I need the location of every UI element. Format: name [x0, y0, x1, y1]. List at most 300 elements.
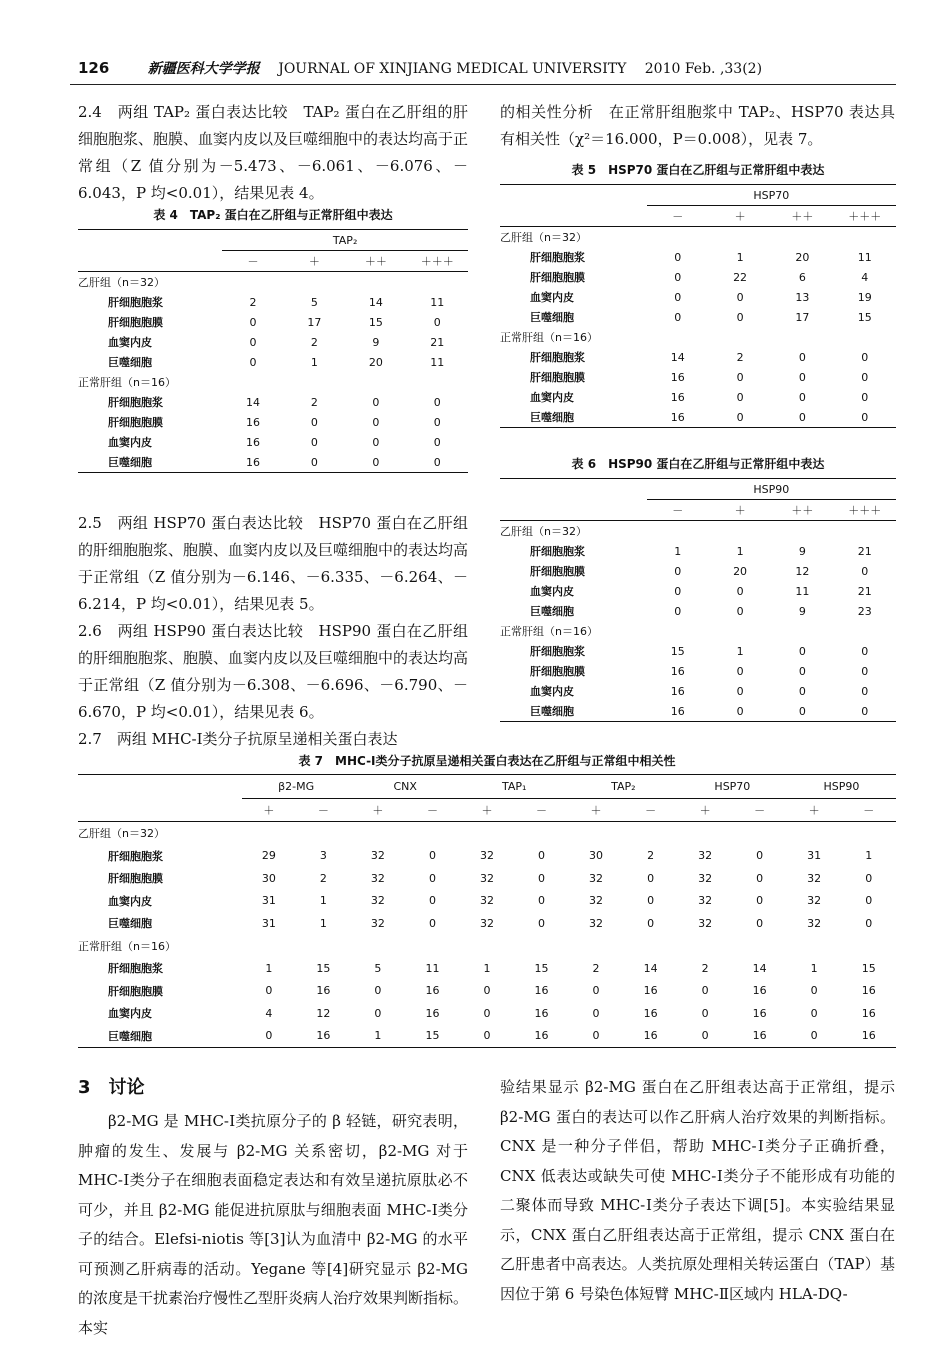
table-cell: 0 — [538, 916, 546, 930]
table-cell: 2 — [647, 849, 655, 863]
column-header: － — [647, 500, 709, 521]
table-5 — [500, 161, 896, 428]
table-cell: 0 — [428, 894, 436, 908]
table-cell: 16 — [514, 1025, 569, 1048]
table-cell: 5 — [374, 961, 382, 975]
table-cell: 32 — [698, 894, 713, 908]
table-cell: 21 — [430, 335, 445, 349]
table-cell: 0 — [538, 894, 546, 908]
column-header: － — [647, 206, 709, 227]
table-7-grid — [78, 774, 896, 1048]
table-row — [78, 890, 896, 913]
table-cell: 22 — [733, 270, 748, 284]
table-cell: 5 — [310, 295, 318, 309]
table-subheader-row — [500, 206, 896, 227]
table-cell: 0 — [861, 390, 869, 404]
table-cell: 21 — [857, 584, 872, 598]
table-cell: 32 — [589, 871, 604, 885]
row-label: 巨噬细胞 — [500, 701, 647, 722]
table-cell: 0 — [592, 1006, 600, 1020]
discussion-left — [78, 1073, 468, 1343]
table-cell: 0 — [674, 310, 682, 324]
table-cell: 1 — [674, 544, 682, 558]
table-6 — [500, 455, 896, 722]
column-header: ＋＋ — [771, 206, 833, 227]
table-cell: 1 — [736, 644, 744, 658]
row-label: 血窦内皮 — [108, 1007, 152, 1021]
table-cell: 0 — [756, 849, 764, 863]
table-cell: 0 — [771, 407, 833, 428]
table-cell: 0 — [374, 984, 382, 998]
table-cell: 0 — [736, 664, 744, 678]
column-header: ＋ — [709, 500, 771, 521]
table-cell: 15 — [316, 961, 331, 975]
table-cell: 0 — [242, 1025, 297, 1048]
table-cell: 14 — [670, 350, 685, 364]
table-5-caption: 表 5 HSP70 蛋白在乙肝组与正常肝组中表达 — [571, 163, 825, 177]
page-number: 126 — [78, 59, 110, 77]
running-header — [78, 58, 878, 78]
table-cell: 1 — [265, 961, 273, 975]
table-cell: 16 — [752, 984, 767, 998]
table-cell: 0 — [345, 452, 406, 473]
table-row — [78, 392, 468, 412]
row-label: 巨噬细胞 — [530, 605, 574, 618]
table-cell: 0 — [798, 684, 806, 698]
table-cell: 0 — [249, 355, 257, 369]
table-cell: 0 — [592, 984, 600, 998]
table-cell: 15 — [857, 310, 872, 324]
table-cell: 0 — [865, 894, 873, 908]
table-7-caption: 表 7 MHC-Ⅰ类分子抗原呈递相关蛋白表达在乙肝组与正常组中相关性 — [298, 754, 676, 768]
table-cell: 32 — [370, 849, 385, 863]
table-cell: 1 — [310, 355, 318, 369]
row-label: 肝细胞胞膜 — [530, 665, 585, 678]
row-label: 巨噬细胞 — [108, 917, 152, 931]
table-cell: 0 — [736, 370, 744, 384]
column-header: ＋ — [569, 798, 624, 822]
group-label: 正常肝组（n＝16） — [500, 625, 598, 638]
table-cell: 1 — [865, 849, 873, 863]
table-cell: 0 — [372, 415, 380, 429]
table-row — [500, 347, 896, 367]
header-blank — [500, 500, 647, 521]
table-cell: 31 — [261, 916, 276, 930]
section-2-4: 2.4 两组 TAP₂ 蛋白表达比较 TAP₂ 蛋白在乙肝组的肝细胞胞浆、胞膜、血窦内皮以及巨噬细胞中的表达均高于正常组（Z 值分别为－5.473、－6.061、－6.076、－6.043，P 均<0.01），结果见表 4。 — [78, 103, 469, 202]
row-label: 肝细胞胞膜 — [108, 872, 163, 886]
table-cell: 0 — [861, 684, 869, 698]
table-cell: 1 — [351, 1025, 406, 1048]
table-cell: 12 — [316, 1006, 331, 1020]
table-cell: 2 — [310, 395, 318, 409]
table-cell: 16 — [534, 984, 549, 998]
table-cell: 0 — [647, 871, 655, 885]
table-cell: 31 — [261, 894, 276, 908]
table-cell: 0 — [428, 916, 436, 930]
group-label: 正常肝组（n＝16） — [500, 331, 598, 344]
table-cell: 0 — [865, 871, 873, 885]
group-label: 正常肝组（n＝16） — [78, 376, 176, 389]
table-cell: 0 — [701, 984, 709, 998]
table-cell: 11 — [425, 961, 440, 975]
table-cell: 15 — [368, 315, 383, 329]
table-cell: 14 — [246, 395, 260, 409]
table-cell: 0 — [756, 916, 764, 930]
table-row — [500, 701, 896, 722]
table-cell: 11 — [430, 295, 445, 309]
journal-title-en: JOURNAL OF XINJIANG MEDICAL UNIVERSITY — [278, 61, 627, 77]
journal-title-cn: 新疆医科大学学报 — [147, 61, 260, 77]
table-cell: 0 — [736, 604, 744, 618]
table-cell: 16 — [670, 390, 685, 404]
table-cell: 0 — [674, 584, 682, 598]
column-header: － — [222, 251, 283, 272]
row-label: 肝细胞胞浆 — [108, 962, 163, 976]
group-header: β2-MG — [242, 775, 351, 799]
table-cell: 17 — [795, 310, 810, 324]
header-blank — [500, 206, 647, 227]
table-cell: 11 — [795, 584, 810, 598]
table-cell: 29 — [261, 849, 276, 863]
section-2-5: 2.5 两组 HSP70 蛋白表达比较 HSP70 蛋白在乙肝组的肝细胞胞浆、胞膜、血窦内皮以及巨噬细胞中的表达均高于正常组（Z 值分别为－6.146、－6.335、－6.264、－6.214，P 均<0.01），结果见表 5。 — [78, 514, 469, 613]
table-cell: 1 — [319, 916, 327, 930]
row-label: 血窦内皮 — [530, 291, 574, 304]
table-row — [78, 867, 896, 890]
column-header: ＋ — [678, 798, 733, 822]
table-cell: 0 — [372, 395, 380, 409]
table-cell: 0 — [861, 350, 869, 364]
table-cell: 0 — [433, 315, 441, 329]
table-cell: 0 — [310, 415, 318, 429]
table-cell: 32 — [589, 894, 604, 908]
table-row — [78, 332, 468, 352]
header-blank — [78, 798, 242, 822]
row-label: 肝细胞胞膜 — [530, 371, 585, 384]
section-2-6: 2.6 两组 HSP90 蛋白表达比较 HSP90 蛋白在乙肝组的肝细胞胞浆、胞膜、血窦内皮以及巨噬细胞中的表达均高于正常组（Z 值分别为－6.308、－6.696、－6.790、－6.670，P 均<0.01），结果见表 6。 — [78, 622, 469, 721]
table-cell: 0 — [674, 270, 682, 284]
table-cell: 0 — [460, 1025, 515, 1048]
column-header: － — [514, 798, 569, 822]
table-cell: 16 — [316, 984, 331, 998]
table-cell: 16 — [246, 435, 260, 449]
table-cell: 0 — [433, 395, 441, 409]
column-header: ＋＋ — [345, 251, 406, 272]
table-cell: 2 — [319, 871, 327, 885]
column-header: ＋ — [351, 798, 406, 822]
table-cell: 32 — [589, 916, 604, 930]
table-row — [500, 561, 896, 581]
table-cell: 0 — [798, 664, 806, 678]
left-column-middle — [78, 510, 468, 753]
table-row — [78, 957, 896, 980]
table-cell: 0 — [674, 604, 682, 618]
group-row — [78, 935, 896, 958]
table-cell: 0 — [678, 1025, 733, 1048]
group-header: CNX — [351, 775, 460, 799]
table-cell: 1 — [736, 544, 744, 558]
row-label: 巨噬细胞 — [530, 311, 574, 324]
table-cell: 0 — [674, 564, 682, 578]
table-cell: 4 — [265, 1006, 273, 1020]
row-label: 巨噬细胞 — [78, 452, 222, 473]
row-label: 肝细胞胞浆 — [108, 296, 163, 309]
table-cell: 0 — [709, 407, 771, 428]
table-cell: 2 — [736, 350, 744, 364]
table-cell: 0 — [861, 664, 869, 678]
table-cell: 12 — [795, 564, 810, 578]
column-header: ＋ — [242, 798, 297, 822]
table-cell: 0 — [483, 984, 491, 998]
table-subheader-row — [78, 798, 896, 822]
column-header: － — [841, 798, 896, 822]
table-cell: 16 — [841, 1025, 896, 1048]
table-cell: 15 — [670, 644, 685, 658]
row-label: 血窦内皮 — [108, 894, 152, 908]
group-row — [500, 227, 896, 248]
column-header: － — [405, 798, 460, 822]
section-2-7-continued: 的相关性分析 在正常肝组胞浆中 TAP₂、HSP70 表达具有相关性（χ²＝16.000，P＝0.008），见表 7。 — [500, 103, 895, 148]
right-column-top — [500, 99, 895, 153]
table-cell: 32 — [698, 849, 713, 863]
table-cell: 0 — [736, 684, 744, 698]
table-cell: 16 — [647, 407, 709, 428]
table-cell: 32 — [807, 916, 822, 930]
table-6-caption: 表 6 HSP90 蛋白在乙肝组与正常肝组中表达 — [571, 457, 825, 471]
table-cell: 0 — [433, 435, 441, 449]
table-row — [500, 681, 896, 701]
header-blank — [500, 479, 647, 500]
table-cell: 0 — [249, 315, 257, 329]
table-row — [78, 412, 468, 432]
table-cell: 0 — [709, 701, 771, 722]
table-cell: 0 — [428, 871, 436, 885]
discussion-left-text: β2-MG 是 MHC-Ⅰ类抗原分子的 β 轻链，研究表明，肿瘤的发生、发展与 β2-MG 关系密切，β2-MG 对于 MHC-Ⅰ类分子在细胞表面稳定表达和有效呈递抗原肽必不可少，并且 β2-MG 能促进抗原肽与细胞表面 MHC-Ⅰ类分子的结合。Elefsi-niotis 等[3]认为血清中 β2-MG 的水平可预测乙肝病毒的活动。Yegane 等[4]研究显示 β2-MG 的浓度是干扰素治疗慢性乙型肝炎病人治疗效果判断指标。本实 — [78, 1112, 469, 1337]
table-cell: 0 — [674, 290, 682, 304]
table-row — [500, 267, 896, 287]
row-label: 肝细胞胞膜 — [108, 316, 163, 329]
table-header-row — [500, 479, 896, 500]
table-cell: 0 — [483, 1006, 491, 1020]
group-label: 乙肝组（n＝32） — [500, 231, 587, 244]
table-cell: 0 — [861, 644, 869, 658]
table-cell: 3 — [319, 849, 327, 863]
group-row — [500, 521, 896, 542]
table-cell: 16 — [425, 1006, 440, 1020]
table-cell: 0 — [538, 849, 546, 863]
discussion-right — [500, 1073, 895, 1309]
table-cell: 6 — [798, 270, 806, 284]
group-row — [78, 372, 468, 392]
column-header: ＋ — [460, 798, 515, 822]
table-row — [78, 352, 468, 372]
table-cell: 16 — [752, 1006, 767, 1020]
group-header: HSP90 — [787, 775, 896, 799]
table-cell: 2 — [310, 335, 318, 349]
table-cell: 0 — [834, 407, 896, 428]
table-cell: 11 — [430, 355, 445, 369]
table-row — [78, 845, 896, 868]
table-row — [500, 367, 896, 387]
table-cell: 16 — [861, 1006, 876, 1020]
table-row — [78, 980, 896, 1003]
table-cell: 0 — [810, 984, 818, 998]
table-cell: 0 — [249, 335, 257, 349]
table-cell: 32 — [698, 916, 713, 930]
table-row — [500, 247, 896, 267]
column-header: ＋ — [284, 251, 345, 272]
table-5-grid — [500, 184, 896, 428]
table-cell: 11 — [857, 250, 872, 264]
table-cell: 20 — [733, 564, 748, 578]
header-blank — [78, 775, 242, 799]
table-row — [500, 541, 896, 561]
table-4-caption: 表 4 TAP₂ 蛋白在乙肝组与正常肝组中表达 — [153, 208, 393, 222]
table-cell: 0 — [428, 849, 436, 863]
table-cell: 0 — [798, 390, 806, 404]
table-cell: 0 — [736, 290, 744, 304]
table-cell: 0 — [265, 984, 273, 998]
table-cell: 16 — [623, 1025, 678, 1048]
row-label: 巨噬细胞 — [108, 356, 152, 369]
table-cell: 0 — [374, 1006, 382, 1020]
table-subheader-row — [78, 251, 468, 272]
row-label: 肝细胞胞膜 — [108, 984, 163, 998]
table-cell: 0 — [538, 871, 546, 885]
row-label: 血窦内皮 — [108, 336, 152, 349]
table-cell: 16 — [670, 664, 685, 678]
table-cell: 0 — [736, 310, 744, 324]
table-header-row — [78, 775, 896, 799]
table-cell: 0 — [736, 584, 744, 598]
table-cell: 19 — [857, 290, 872, 304]
table-cell: 0 — [865, 916, 873, 930]
row-label: 血窦内皮 — [530, 685, 574, 698]
discussion-right-text: 验结果显示 β2-MG 蛋白在乙肝组表达高于正常组，提示 β2-MG 蛋白的表达可以作乙肝病人治疗效果的判断指标。CNX 是一种分子伴侣，帮助 MHC-Ⅰ类分子正确折叠，CNX 低表达或缺失可使 MHC-Ⅰ类分子不能形成有功能的二聚体而导致 MHC-Ⅰ类分子表达下调[5]。本实验结果显示，CNX 蛋白乙肝组表达高于正常组，提示 CNX 蛋白在乙肝患者中高表达。人类抗原处理相关转运蛋白（TAP）基因位于第 6 号染色体短臂 MHC-Ⅱ区域内 HLA-DQ- — [500, 1078, 895, 1303]
table-cell: 16 — [670, 684, 685, 698]
table-cell: 0 — [647, 916, 655, 930]
table-cell: 0 — [861, 370, 869, 384]
table-cell: 0 — [861, 564, 869, 578]
table-cell: 0 — [407, 452, 468, 473]
table-cell: 0 — [756, 871, 764, 885]
column-header: ＋ — [787, 798, 842, 822]
table-cell: 0 — [787, 1025, 842, 1048]
group-header: TAP₂ — [222, 230, 468, 251]
left-column-top — [78, 99, 468, 207]
table-row — [78, 1025, 896, 1048]
table-cell: 0 — [798, 370, 806, 384]
table-cell: 14 — [643, 961, 658, 975]
table-row — [500, 641, 896, 661]
group-row — [500, 327, 896, 347]
table-cell: 16 — [861, 984, 876, 998]
row-label: 肝细胞胞浆 — [530, 351, 585, 364]
table-subheader-row — [500, 500, 896, 521]
table-cell: 20 — [795, 250, 810, 264]
table-4-grid — [78, 229, 468, 473]
table-cell: 20 — [368, 355, 383, 369]
group-row — [500, 621, 896, 641]
group-header: HSP90 — [647, 479, 896, 500]
table-row — [78, 912, 896, 935]
column-header: ＋＋ — [771, 500, 833, 521]
row-label: 肝细胞胞浆 — [108, 396, 163, 409]
table-cell: 0 — [736, 390, 744, 404]
table-cell: 16 — [643, 984, 658, 998]
table-cell: 32 — [479, 871, 494, 885]
table-cell: 15 — [861, 961, 876, 975]
group-row — [78, 822, 896, 845]
row-label: 巨噬细胞 — [78, 1025, 242, 1048]
row-label: 肝细胞胞膜 — [530, 565, 585, 578]
table-row — [78, 452, 468, 473]
group-label: 乙肝组（n＝32） — [500, 525, 587, 538]
table-cell: 0 — [756, 894, 764, 908]
table-cell: 16 — [732, 1025, 787, 1048]
table-7 — [78, 752, 896, 1048]
table-cell: 16 — [670, 370, 685, 384]
column-header: － — [296, 798, 351, 822]
table-row — [78, 292, 468, 312]
table-cell: 0 — [284, 452, 345, 473]
table-cell: 15 — [534, 961, 549, 975]
table-row — [500, 307, 896, 327]
column-header: － — [732, 798, 787, 822]
row-label: 巨噬细胞 — [500, 407, 647, 428]
table-row — [500, 287, 896, 307]
table-row — [78, 312, 468, 332]
discussion-title: 3 讨论 — [78, 1077, 145, 1098]
table-cell: 1 — [736, 250, 744, 264]
table-6-grid — [500, 478, 896, 722]
table-cell: 30 — [261, 871, 276, 885]
header-rule — [70, 84, 896, 85]
row-label: 肝细胞胞浆 — [530, 645, 585, 658]
table-cell: 16 — [296, 1025, 351, 1048]
row-label: 血窦内皮 — [108, 436, 152, 449]
table-cell: 23 — [857, 604, 872, 618]
table-cell: 21 — [857, 544, 872, 558]
table-row — [500, 601, 896, 621]
table-cell: 2 — [249, 295, 257, 309]
table-cell: 32 — [479, 894, 494, 908]
row-label: 肝细胞胞浆 — [530, 545, 585, 558]
table-cell: 16 — [222, 452, 283, 473]
table-cell: 0 — [798, 644, 806, 658]
table-cell: 32 — [479, 916, 494, 930]
table-cell: 0 — [647, 894, 655, 908]
group-label: 乙肝组（n＝32） — [78, 827, 165, 841]
column-header: － — [623, 798, 678, 822]
table-cell: 1 — [319, 894, 327, 908]
table-cell: 32 — [807, 894, 822, 908]
table-cell: 32 — [807, 871, 822, 885]
table-cell: 0 — [433, 415, 441, 429]
table-cell: 32 — [370, 871, 385, 885]
table-cell: 32 — [370, 916, 385, 930]
table-cell: 9 — [798, 544, 806, 558]
group-row — [78, 272, 468, 293]
table-cell: 4 — [861, 270, 869, 284]
table-header-row — [500, 185, 896, 206]
section-2-7-heading: 2.7 两组 MHC-Ⅰ类分子抗原呈递相关蛋白表达 — [78, 730, 398, 748]
table-4 — [78, 206, 468, 473]
column-header: ＋＋＋ — [834, 206, 896, 227]
table-cell: 2 — [592, 961, 600, 975]
header-blank — [78, 251, 222, 272]
table-cell: 16 — [643, 1006, 658, 1020]
row-label: 肝细胞胞膜 — [530, 271, 585, 284]
